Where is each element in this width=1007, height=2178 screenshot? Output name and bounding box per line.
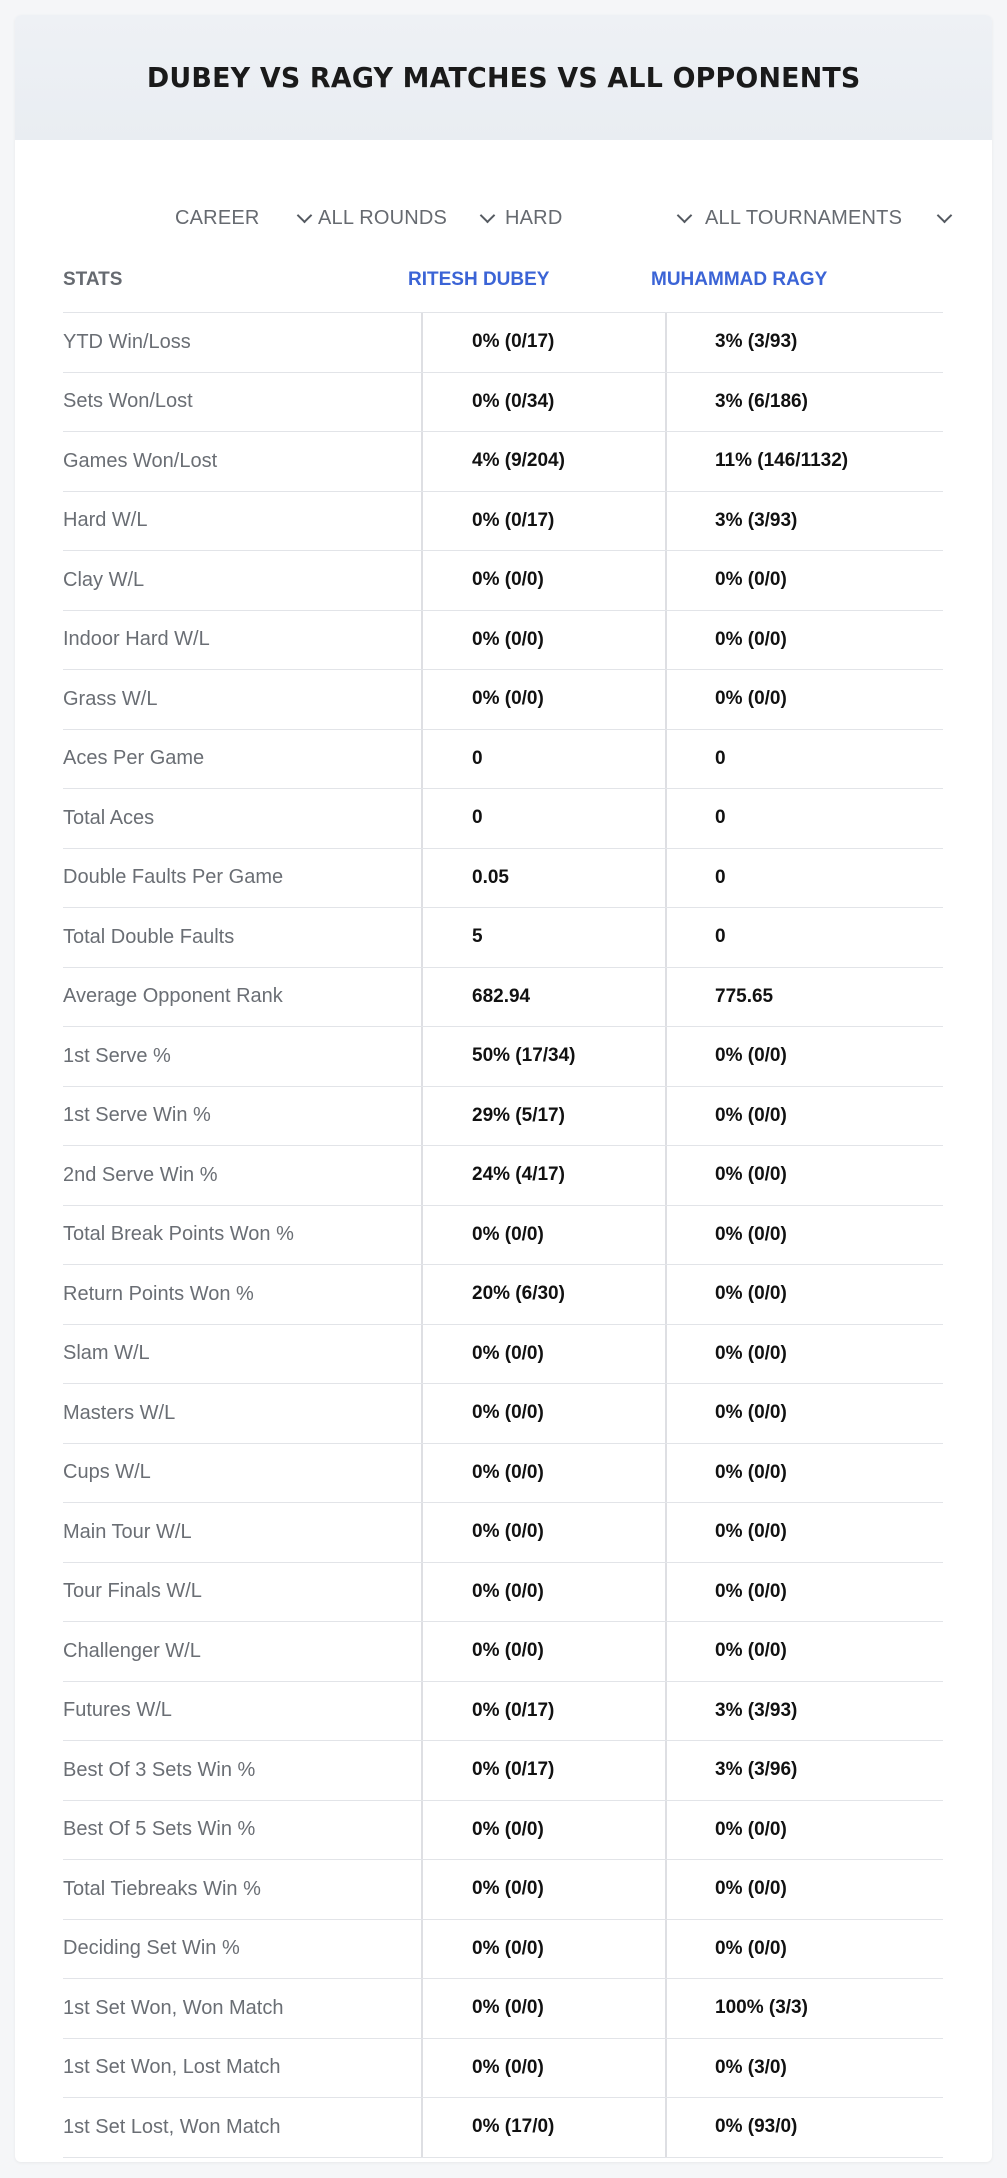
column-divider [421,670,423,729]
stat-label: 1st Serve Win % [63,1104,211,1127]
column-divider [421,1801,423,1860]
column-divider [421,1682,423,1741]
stat-label: Return Points Won % [63,1282,254,1305]
table-header [63,248,943,313]
column-divider [421,1622,423,1681]
stat-label: Challenger W/L [63,1639,201,1662]
player2-value: 0 [715,866,726,888]
header-player2-link[interactable]: MUHAMMAD RAGY [651,269,828,290]
column-divider [665,1563,667,1622]
stat-label: Games Won/Lost [63,449,218,472]
column-divider [665,1860,667,1919]
player1-value: 0% (0/0) [472,1997,544,2019]
player1-value: 0% (0/0) [472,1402,544,1424]
column-divider [665,730,667,789]
player2-value: 0 [715,807,726,829]
column-divider [421,373,423,432]
player2-value: 0% (0/0) [715,1045,787,1067]
table-row [63,2098,943,2158]
player2-value: 0% (0/0) [715,1640,787,1662]
filter-round-label: ALL ROUNDS [318,206,448,229]
player1-value: 4% (9/204) [472,450,565,472]
column-divider [421,551,423,610]
table-row [63,551,943,611]
player1-value: 0% (0/0) [472,1640,544,1662]
player2-value: 3% (3/93) [715,509,798,531]
table-row [63,1206,943,1266]
stat-label: Sets Won/Lost [63,390,193,413]
player2-value: 0% (0/0) [715,1580,787,1602]
header-stats: STATS [63,269,123,290]
table-body [63,313,943,2158]
player1-value: 0 [472,807,483,829]
player1-value: 0% (0/0) [472,1223,544,1245]
table-row [63,432,943,492]
table-row [63,1920,943,1980]
stat-label: 1st Set Won, Won Match [63,1996,284,2019]
player1-value: 0% (0/0) [472,2056,544,2078]
player2-value: 0% (0/0) [715,1521,787,1543]
column-divider [421,1860,423,1919]
table-row [63,1444,943,1504]
player1-value: 0 [472,747,483,769]
table-row [63,611,943,671]
player2-value: 0 [715,926,726,948]
table-row [63,1622,943,1682]
table-row [63,1503,943,1563]
table-row [63,373,943,433]
table-row [63,908,943,968]
stats-table [63,248,943,2158]
table-row [63,849,943,909]
column-divider [665,1444,667,1503]
column-divider [665,2039,667,2098]
player2-value: 0% (3/0) [715,2056,787,2078]
filter-surface-select[interactable] [505,188,695,248]
stat-label: Best Of 3 Sets Win % [63,1758,256,1781]
column-divider [421,432,423,491]
table-row [63,730,943,790]
player2-value: 0% (93/0) [715,2116,798,2138]
player2-value: 0 [715,747,726,769]
player2-value: 0% (0/0) [715,1342,787,1364]
column-divider [421,730,423,789]
filter-period-select[interactable] [175,188,315,248]
stat-label: Total Tiebreaks Win % [63,1877,261,1900]
column-divider [665,1920,667,1979]
column-divider [665,373,667,432]
column-divider [421,1979,423,2038]
stat-label: 1st Set Lost, Won Match [63,2115,281,2138]
column-divider [665,432,667,491]
column-divider [421,968,423,1027]
column-divider [665,1087,667,1146]
player1-value: 0% (0/0) [472,1461,544,1483]
column-divider [421,849,423,908]
table-row [63,1741,943,1801]
table-row [63,1979,943,2039]
column-divider [665,1265,667,1324]
stat-label: Average Opponent Rank [63,985,283,1008]
table-row [63,1563,943,1623]
player1-value: 0% (0/0) [472,1580,544,1602]
column-divider [421,1087,423,1146]
table-row [63,1265,943,1325]
player2-value: 0% (0/0) [715,1878,787,1900]
page-title: DUBEY VS RAGY MATCHES VS ALL OPPONENTS [146,61,861,94]
column-divider [665,1146,667,1205]
table-row [63,1801,943,1861]
column-divider [421,1206,423,1265]
player2-value: 3% (3/96) [715,1759,798,1781]
stat-label: 2nd Serve Win % [63,1163,218,1186]
column-divider [421,1325,423,1384]
table-row [63,670,943,730]
header-player1-link[interactable]: RITESH DUBEY [408,269,550,290]
stat-label: Best Of 5 Sets Win % [63,1818,256,1841]
stat-label: Grass W/L [63,687,158,710]
player2-value: 0% (0/0) [715,1104,787,1126]
table-row [63,1384,943,1444]
column-divider [665,670,667,729]
column-divider [665,1384,667,1443]
column-divider [665,1206,667,1265]
player1-value: 0.05 [472,866,509,888]
player1-value: 0% (0/17) [472,331,555,353]
filter-bar [15,188,992,248]
player2-value: 3% (6/186) [715,390,808,412]
player1-value: 0% (0/0) [472,1342,544,1364]
player1-value: 20% (6/30) [472,1283,565,1305]
column-divider [421,1563,423,1622]
player2-value: 0% (0/0) [715,1818,787,1840]
player1-value: 0% (0/0) [472,1878,544,1900]
player2-value: 0% (0/0) [715,1164,787,1186]
column-divider [665,849,667,908]
chevron-down-icon [480,208,496,224]
player1-value: 0% (0/17) [472,1699,555,1721]
player1-value: 50% (17/34) [472,1045,576,1067]
stats-card [15,15,992,2162]
player1-value: 5 [472,926,483,948]
column-divider [665,1979,667,2038]
column-divider [665,908,667,967]
player2-value: 0% (0/0) [715,688,787,710]
player2-value: 0% (0/0) [715,628,787,650]
table-row [63,313,943,373]
column-divider [665,2098,667,2157]
stat-label: Clay W/L [63,568,145,591]
player2-value: 0% (0/0) [715,1283,787,1305]
player1-value: 682.94 [472,985,531,1007]
table-row [63,968,943,1028]
stat-label: 1st Set Won, Lost Match [63,2056,281,2079]
stat-label: YTD Win/Loss [63,330,191,353]
chevron-down-icon [937,208,953,224]
stat-label: Total Aces [63,806,155,829]
player2-value: 100% (3/3) [715,1997,808,2019]
player2-value: 775.65 [715,985,774,1007]
column-divider [421,908,423,967]
table-row [63,789,943,849]
column-divider [665,551,667,610]
stat-label: 1st Serve % [63,1044,171,1067]
column-divider [421,1027,423,1086]
column-divider [421,1920,423,1979]
stat-label: Indoor Hard W/L [63,628,210,651]
column-divider [665,1622,667,1681]
player1-value: 0% (17/0) [472,2116,555,2138]
table-row [63,492,943,552]
filter-period-label: CAREER [175,206,260,229]
player1-value: 29% (5/17) [472,1104,565,1126]
column-divider [421,1444,423,1503]
column-divider [665,1801,667,1860]
stat-label: Deciding Set Win % [63,1937,240,1960]
stat-label: Total Break Points Won % [63,1223,294,1246]
column-divider [665,313,667,372]
player2-value: 0% (0/0) [715,1223,787,1245]
table-row [63,1027,943,1087]
stat-label: Masters W/L [63,1401,176,1424]
player2-value: 0% (0/0) [715,1461,787,1483]
column-divider [665,1503,667,1562]
stat-label: Futures W/L [63,1699,172,1722]
column-divider [665,968,667,1027]
filter-tournament-label: ALL TOURNAMENTS [705,206,903,229]
column-divider [421,789,423,848]
player2-value: 3% (3/93) [715,331,798,353]
column-divider [421,2039,423,2098]
player1-value: 0% (0/0) [472,1521,544,1543]
player1-value: 0% (0/0) [472,1818,544,1840]
card-header [15,15,992,140]
player1-value: 0% (0/17) [472,1759,555,1781]
chevron-down-icon [677,208,693,224]
player2-value: 3% (3/93) [715,1699,798,1721]
column-divider [421,1146,423,1205]
chevron-down-icon [297,208,313,224]
player1-value: 0% (0/0) [472,628,544,650]
stat-label: Double Faults Per Game [63,866,284,889]
stat-label: Hard W/L [63,509,148,532]
column-divider [421,1265,423,1324]
table-row [63,1087,943,1147]
stat-label: Aces Per Game [63,747,205,770]
column-divider [421,611,423,670]
table-row [63,2039,943,2099]
column-divider [665,611,667,670]
table-row [63,1860,943,1920]
stat-label: Main Tour W/L [63,1520,192,1543]
filter-round-select[interactable] [318,188,498,248]
stat-label: Slam W/L [63,1342,150,1365]
table-row [63,1682,943,1742]
player1-value: 0% (0/0) [472,688,544,710]
stat-label: Cups W/L [63,1461,151,1484]
column-divider [665,789,667,848]
column-divider [421,1741,423,1800]
player1-value: 0% (0/0) [472,569,544,591]
table-row [63,1146,943,1206]
player2-value: 0% (0/0) [715,1937,787,1959]
table-row [63,1325,943,1385]
stat-label: Total Double Faults [63,925,235,948]
player1-value: 24% (4/17) [472,1164,565,1186]
column-divider [421,1384,423,1443]
column-divider [421,2098,423,2157]
stat-label: Tour Finals W/L [63,1580,202,1603]
column-divider [421,313,423,372]
filter-surface-label: HARD [505,206,563,229]
player1-value: 0% (0/17) [472,509,555,531]
column-divider [665,492,667,551]
player1-value: 0% (0/34) [472,390,555,412]
column-divider [665,1741,667,1800]
column-divider [421,492,423,551]
column-divider [665,1027,667,1086]
column-divider [421,1503,423,1562]
player1-value: 0% (0/0) [472,1937,544,1959]
column-divider [665,1682,667,1741]
player2-value: 0% (0/0) [715,1402,787,1424]
filter-tournament-select[interactable] [705,188,955,248]
player2-value: 11% (146/1132) [715,450,849,472]
player2-value: 0% (0/0) [715,569,787,591]
column-divider [665,1325,667,1384]
